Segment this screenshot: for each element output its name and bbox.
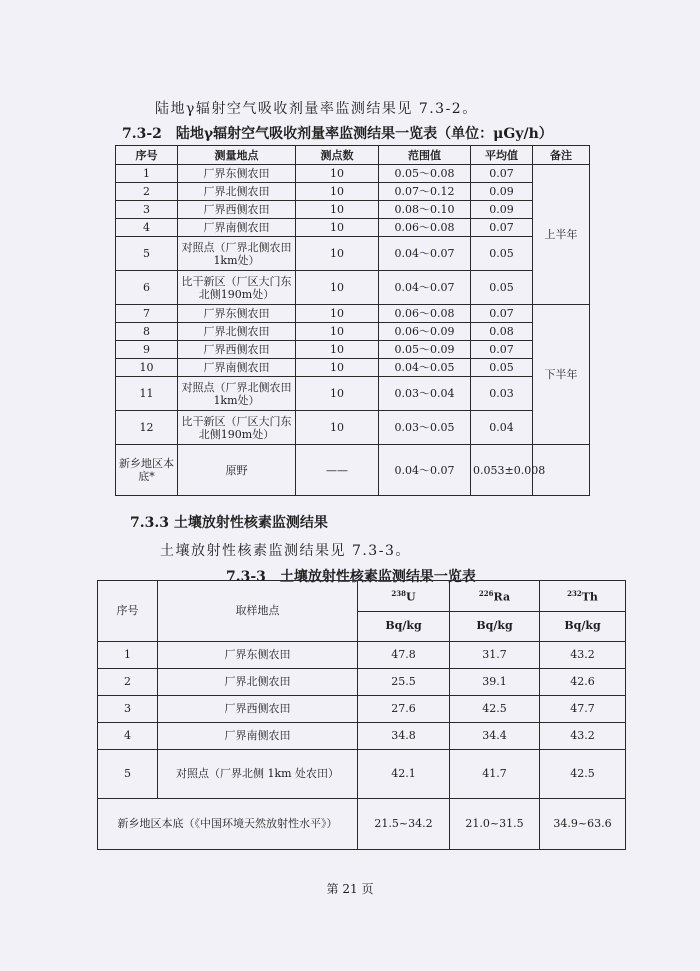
point-count-cell: 10 (296, 165, 379, 183)
table-row (116, 305, 590, 323)
row-number: 7 (116, 305, 178, 323)
range-cell: 0.06～0.08 (379, 305, 471, 323)
point-count-cell: 10 (296, 411, 379, 445)
ra226-cell: 42.5 (450, 696, 540, 723)
u238-cell: 27.6 (358, 696, 450, 723)
row-number: 5 (98, 750, 158, 799)
table-row (98, 723, 626, 750)
range-cell: 0.06～0.09 (379, 323, 471, 341)
location-cell: 比干新区（厂区大门东北侧190m处） (178, 411, 296, 445)
baseline-count: —— (296, 445, 379, 496)
range-cell: 0.03～0.04 (379, 377, 471, 411)
location-cell: 厂界南侧农田 (178, 359, 296, 377)
table-row (98, 642, 626, 669)
th232-cell: 42.6 (540, 669, 626, 696)
range-cell: 0.04～0.07 (379, 237, 471, 271)
row-number: 4 (98, 723, 158, 750)
header-cell: 测点数 (296, 146, 379, 165)
row-number: 1 (116, 165, 178, 183)
location-cell: 对照点（厂界北侧农田1km处） (178, 377, 296, 411)
average-cell: 0.07 (471, 165, 533, 183)
row-number: 3 (116, 201, 178, 219)
u238-cell: 47.8 (358, 642, 450, 669)
ra226-cell: 41.7 (450, 750, 540, 799)
average-cell: 0.07 (471, 305, 533, 323)
point-count-cell: 10 (296, 183, 379, 201)
header-cell: 测量地点 (178, 146, 296, 165)
range-cell: 0.03～0.05 (379, 411, 471, 445)
baseline-row (116, 445, 590, 496)
remark-second-half: 下半年 (533, 305, 590, 445)
location-cell: 厂界西侧农田 (178, 341, 296, 359)
table-row (116, 359, 590, 377)
point-count-cell: 10 (296, 377, 379, 411)
baseline-range: 0.04～0.07 (379, 445, 471, 496)
table-row (98, 696, 626, 723)
average-cell: 0.05 (471, 359, 533, 377)
location-cell: 厂界西侧农田 (158, 696, 358, 723)
point-count-cell: 10 (296, 219, 379, 237)
table-row (98, 669, 626, 696)
location-cell: 厂界北侧农田 (178, 323, 296, 341)
range-cell: 0.05～0.08 (379, 165, 471, 183)
header-ra226: $^{226}$Ra (450, 581, 540, 612)
table-row (116, 341, 590, 359)
range-cell: 0.04～0.07 (379, 271, 471, 305)
row-number: 1 (98, 642, 158, 669)
section-heading-7-3-3: 7.3.3 土壤放射性核素监测结果 (130, 515, 328, 531)
table-7-3-3-caption: 7.3-3 土壤放射性核素监测结果一览表 (226, 569, 476, 585)
th232-cell: 42.5 (540, 750, 626, 799)
table-row (116, 271, 590, 305)
header-cell: 取样地点 (158, 581, 358, 642)
baseline-average: 0.053±0.008 (471, 445, 533, 496)
baseline-row (98, 799, 626, 850)
location-cell: 厂界西侧农田 (178, 201, 296, 219)
range-cell: 0.04～0.05 (379, 359, 471, 377)
header-cell: 平均值 (471, 146, 533, 165)
location-cell: 对照点（厂界北侧农田1km处） (178, 237, 296, 271)
average-cell: 0.08 (471, 323, 533, 341)
page-number: 第 21 页 (326, 882, 374, 896)
baseline-u238: 21.5~34.2 (358, 799, 450, 850)
row-number: 11 (116, 377, 178, 411)
row-number: 6 (116, 271, 178, 305)
location-cell: 厂界南侧农田 (178, 219, 296, 237)
average-cell: 0.05 (471, 237, 533, 271)
baseline-location: 原野 (178, 445, 296, 496)
location-cell: 厂界北侧农田 (158, 669, 358, 696)
average-cell: 0.07 (471, 219, 533, 237)
ra226-cell: 39.1 (450, 669, 540, 696)
location-cell: 比干新区（厂区大门东北侧190m处） (178, 271, 296, 305)
th232-cell: 43.2 (540, 642, 626, 669)
th232-cell: 47.7 (540, 696, 626, 723)
point-count-cell: 10 (296, 271, 379, 305)
average-cell: 0.09 (471, 201, 533, 219)
baseline-location: 新乡地区本底（《中国环境天然放射性水平》） (98, 799, 358, 850)
ra226-cell: 34.4 (450, 723, 540, 750)
unit-cell: Bq/kg (540, 611, 626, 642)
average-cell: 0.09 (471, 183, 533, 201)
table-header-row (116, 146, 590, 165)
location-cell: 厂界北侧农田 (178, 183, 296, 201)
location-cell: 厂界南侧农田 (158, 723, 358, 750)
unit-cell: Bq/kg (450, 611, 540, 642)
row-number: 8 (116, 323, 178, 341)
point-count-cell: 10 (296, 305, 379, 323)
baseline-ra226: 21.0~31.5 (450, 799, 540, 850)
ra226-cell: 31.7 (450, 642, 540, 669)
soil-radionuclide-table (97, 580, 626, 850)
range-cell: 0.06～0.08 (379, 219, 471, 237)
baseline-th232: 34.9~63.6 (540, 799, 626, 850)
u238-cell: 25.5 (358, 669, 450, 696)
row-number: 10 (116, 359, 178, 377)
table-row (116, 165, 590, 183)
gamma-dose-rate-table (115, 145, 590, 496)
table-row (116, 201, 590, 219)
header-u238: $^{238}$U (358, 581, 450, 612)
average-cell: 0.07 (471, 341, 533, 359)
range-cell: 0.05～0.09 (379, 341, 471, 359)
row-number: 3 (98, 696, 158, 723)
point-count-cell: 10 (296, 341, 379, 359)
row-number: 2 (98, 669, 158, 696)
point-count-cell: 10 (296, 237, 379, 271)
u238-cell: 34.8 (358, 723, 450, 750)
header-th232: $^{232}$Th (540, 581, 626, 612)
u238-cell: 42.1 (358, 750, 450, 799)
table-7-3-2-caption: 7.3-2 陆地γ辐射空气吸收剂量率监测结果一览表（单位：μGy/h） (122, 126, 553, 142)
row-number: 12 (116, 411, 178, 445)
point-count-cell: 10 (296, 323, 379, 341)
unit-cell: Bq/kg (358, 611, 450, 642)
header-cell: 序号 (98, 581, 158, 642)
row-number: 9 (116, 341, 178, 359)
location-cell: 厂界东侧农田 (158, 642, 358, 669)
header-cell: 备注 (533, 146, 590, 165)
header-cell: 序号 (116, 146, 178, 165)
table-row (116, 219, 590, 237)
table-row (116, 323, 590, 341)
average-cell: 0.05 (471, 271, 533, 305)
location-cell: 厂界东侧农田 (178, 165, 296, 183)
table-row (116, 377, 590, 411)
average-cell: 0.03 (471, 377, 533, 411)
table-row (98, 750, 626, 799)
row-number: 2 (116, 183, 178, 201)
intro-paragraph-2: 土壤放射性核素监测结果见 7.3-3。 (160, 543, 411, 559)
table-row (116, 237, 590, 271)
table-row (116, 411, 590, 445)
location-cell: 对照点（厂界北侧 1km 处农田） (158, 750, 358, 799)
remark-first-half: 上半年 (533, 165, 590, 305)
point-count-cell: 10 (296, 359, 379, 377)
th232-cell: 43.2 (540, 723, 626, 750)
header-cell: 范围值 (379, 146, 471, 165)
baseline-label: 新乡地区本底* (116, 445, 178, 496)
location-cell: 厂界东侧农田 (178, 305, 296, 323)
row-number: 4 (116, 219, 178, 237)
table-header-row (98, 581, 626, 612)
table-row (116, 183, 590, 201)
point-count-cell: 10 (296, 201, 379, 219)
row-number: 5 (116, 237, 178, 271)
range-cell: 0.08～0.10 (379, 201, 471, 219)
average-cell: 0.04 (471, 411, 533, 445)
intro-paragraph-1: 陆地γ辐射空气吸收剂量率监测结果见 7.3-2。 (155, 101, 478, 117)
range-cell: 0.07～0.12 (379, 183, 471, 201)
